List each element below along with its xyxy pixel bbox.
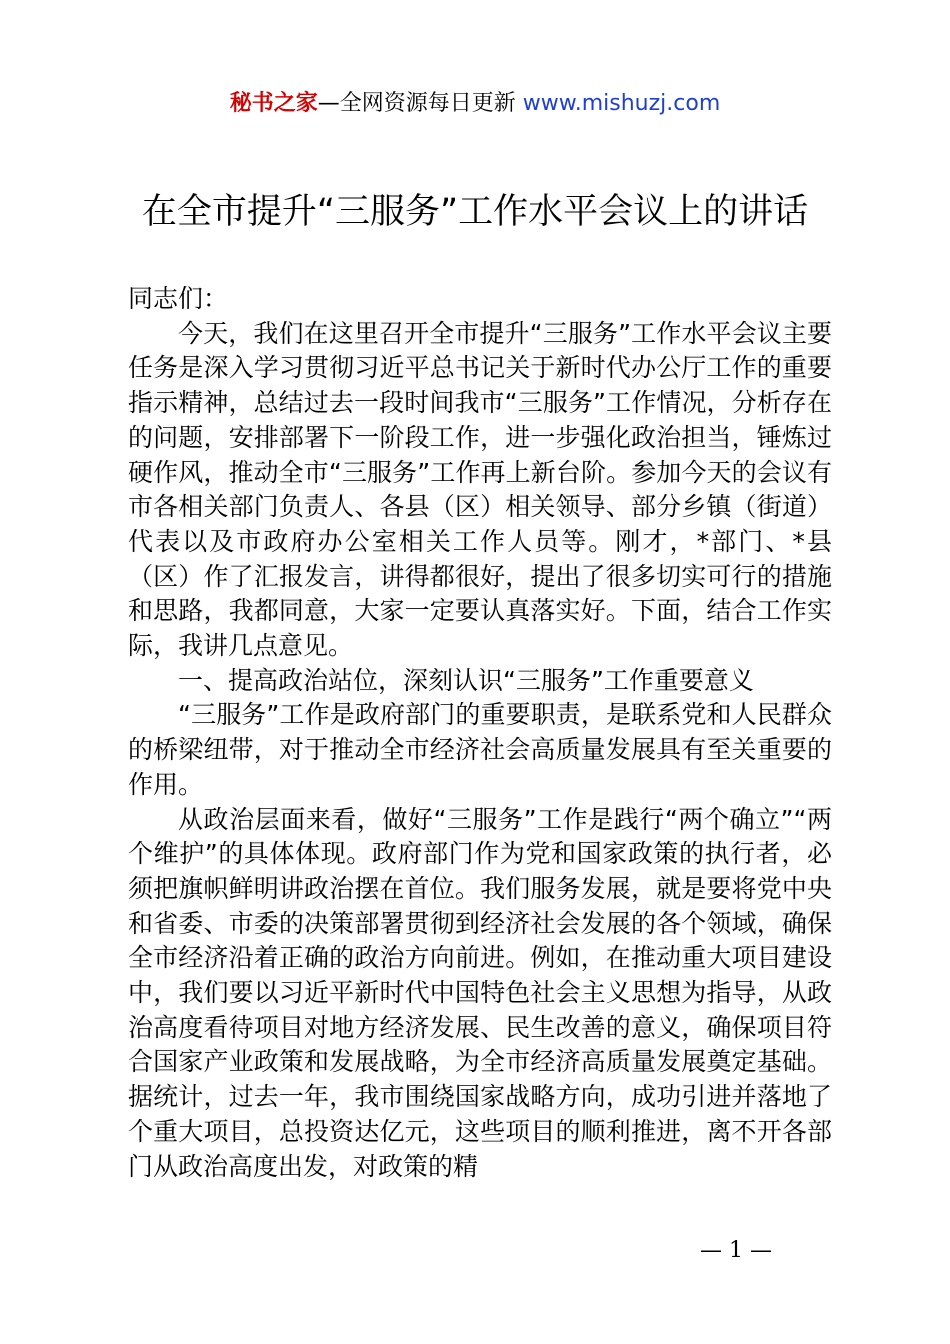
document-body <box>128 282 832 1184</box>
document-title: 在全市提升“三服务”工作水平会议上的讲话 <box>141 192 809 232</box>
salutation: 同志们： <box>128 284 229 313</box>
paragraph-intro: 今天，我们在这里召开全市提升“三服务”工作水平会议主要任务是深入学习贯彻习近平总书记关于新时代办公厅工作的重要指示精神，总结过去一段时间我市“三服务”工作情况，分析存在的问题，安排部署下一阶段工作，进一步强化政治担当，锤炼过硬作风，推动全市“三服务”工作再上新台阶。参加今天的会议有市各相关部门负责人、各县（区）相关领导、部分乡镇（街道）代表以及市政府办公室相关工作人员等。刚才，*部门、*县（区）作了汇报发言，讲得都很好，提出了很多切实可行的措施和思路，我都同意，大家一定要认真落实好。下面，结合工作实际，我讲几点意见。 <box>128 318 832 661</box>
section-heading-1: 一、提高政治站位，深刻认识“三服务”工作重要意义 <box>178 665 754 695</box>
site-brand: 秘书之家 <box>229 91 318 116</box>
page-number: — 1 — <box>700 1238 772 1263</box>
site-slogan: —全网资源每日更新 <box>317 91 523 116</box>
site-url: www.mishuzj.com <box>522 91 721 116</box>
site-header <box>0 88 950 120</box>
paragraph-significance: “三服务”工作是政府部门的重要职责，是联系党和人民群众的桥梁纽带，对于推动全市经济社会高质量发展具有至关重要的作用。 <box>128 700 832 799</box>
paragraph-political: 从政治层面来看，做好“三服务”工作是践行“两个确立”“两个维护”的具体体现。政府部门作为党和国家政策的执行者，必须把旗帜鲜明讲政治摆在首位。我们服务发展，就是要将党中央和省委、市委的决策部署贯彻到经济社会发展的各个领域，确保全市经济沿着正确的政治方向前进。例如，在推动重大项目建设中，我们要以习近平新时代中国特色社会主义思想为指导，从政治高度看待项目对地方经济发展、民生改善的意义，确保项目符合国家产业政策和发展战略，为全市经济高质量发展奠定基础。据统计，过去一年，我市围绕国家战略方向，成功引进并落地了个重大项目，总投资达亿元，这些项目的顺利推进，离不开各部门从政治高度出发，对政策的精 <box>128 804 832 1181</box>
